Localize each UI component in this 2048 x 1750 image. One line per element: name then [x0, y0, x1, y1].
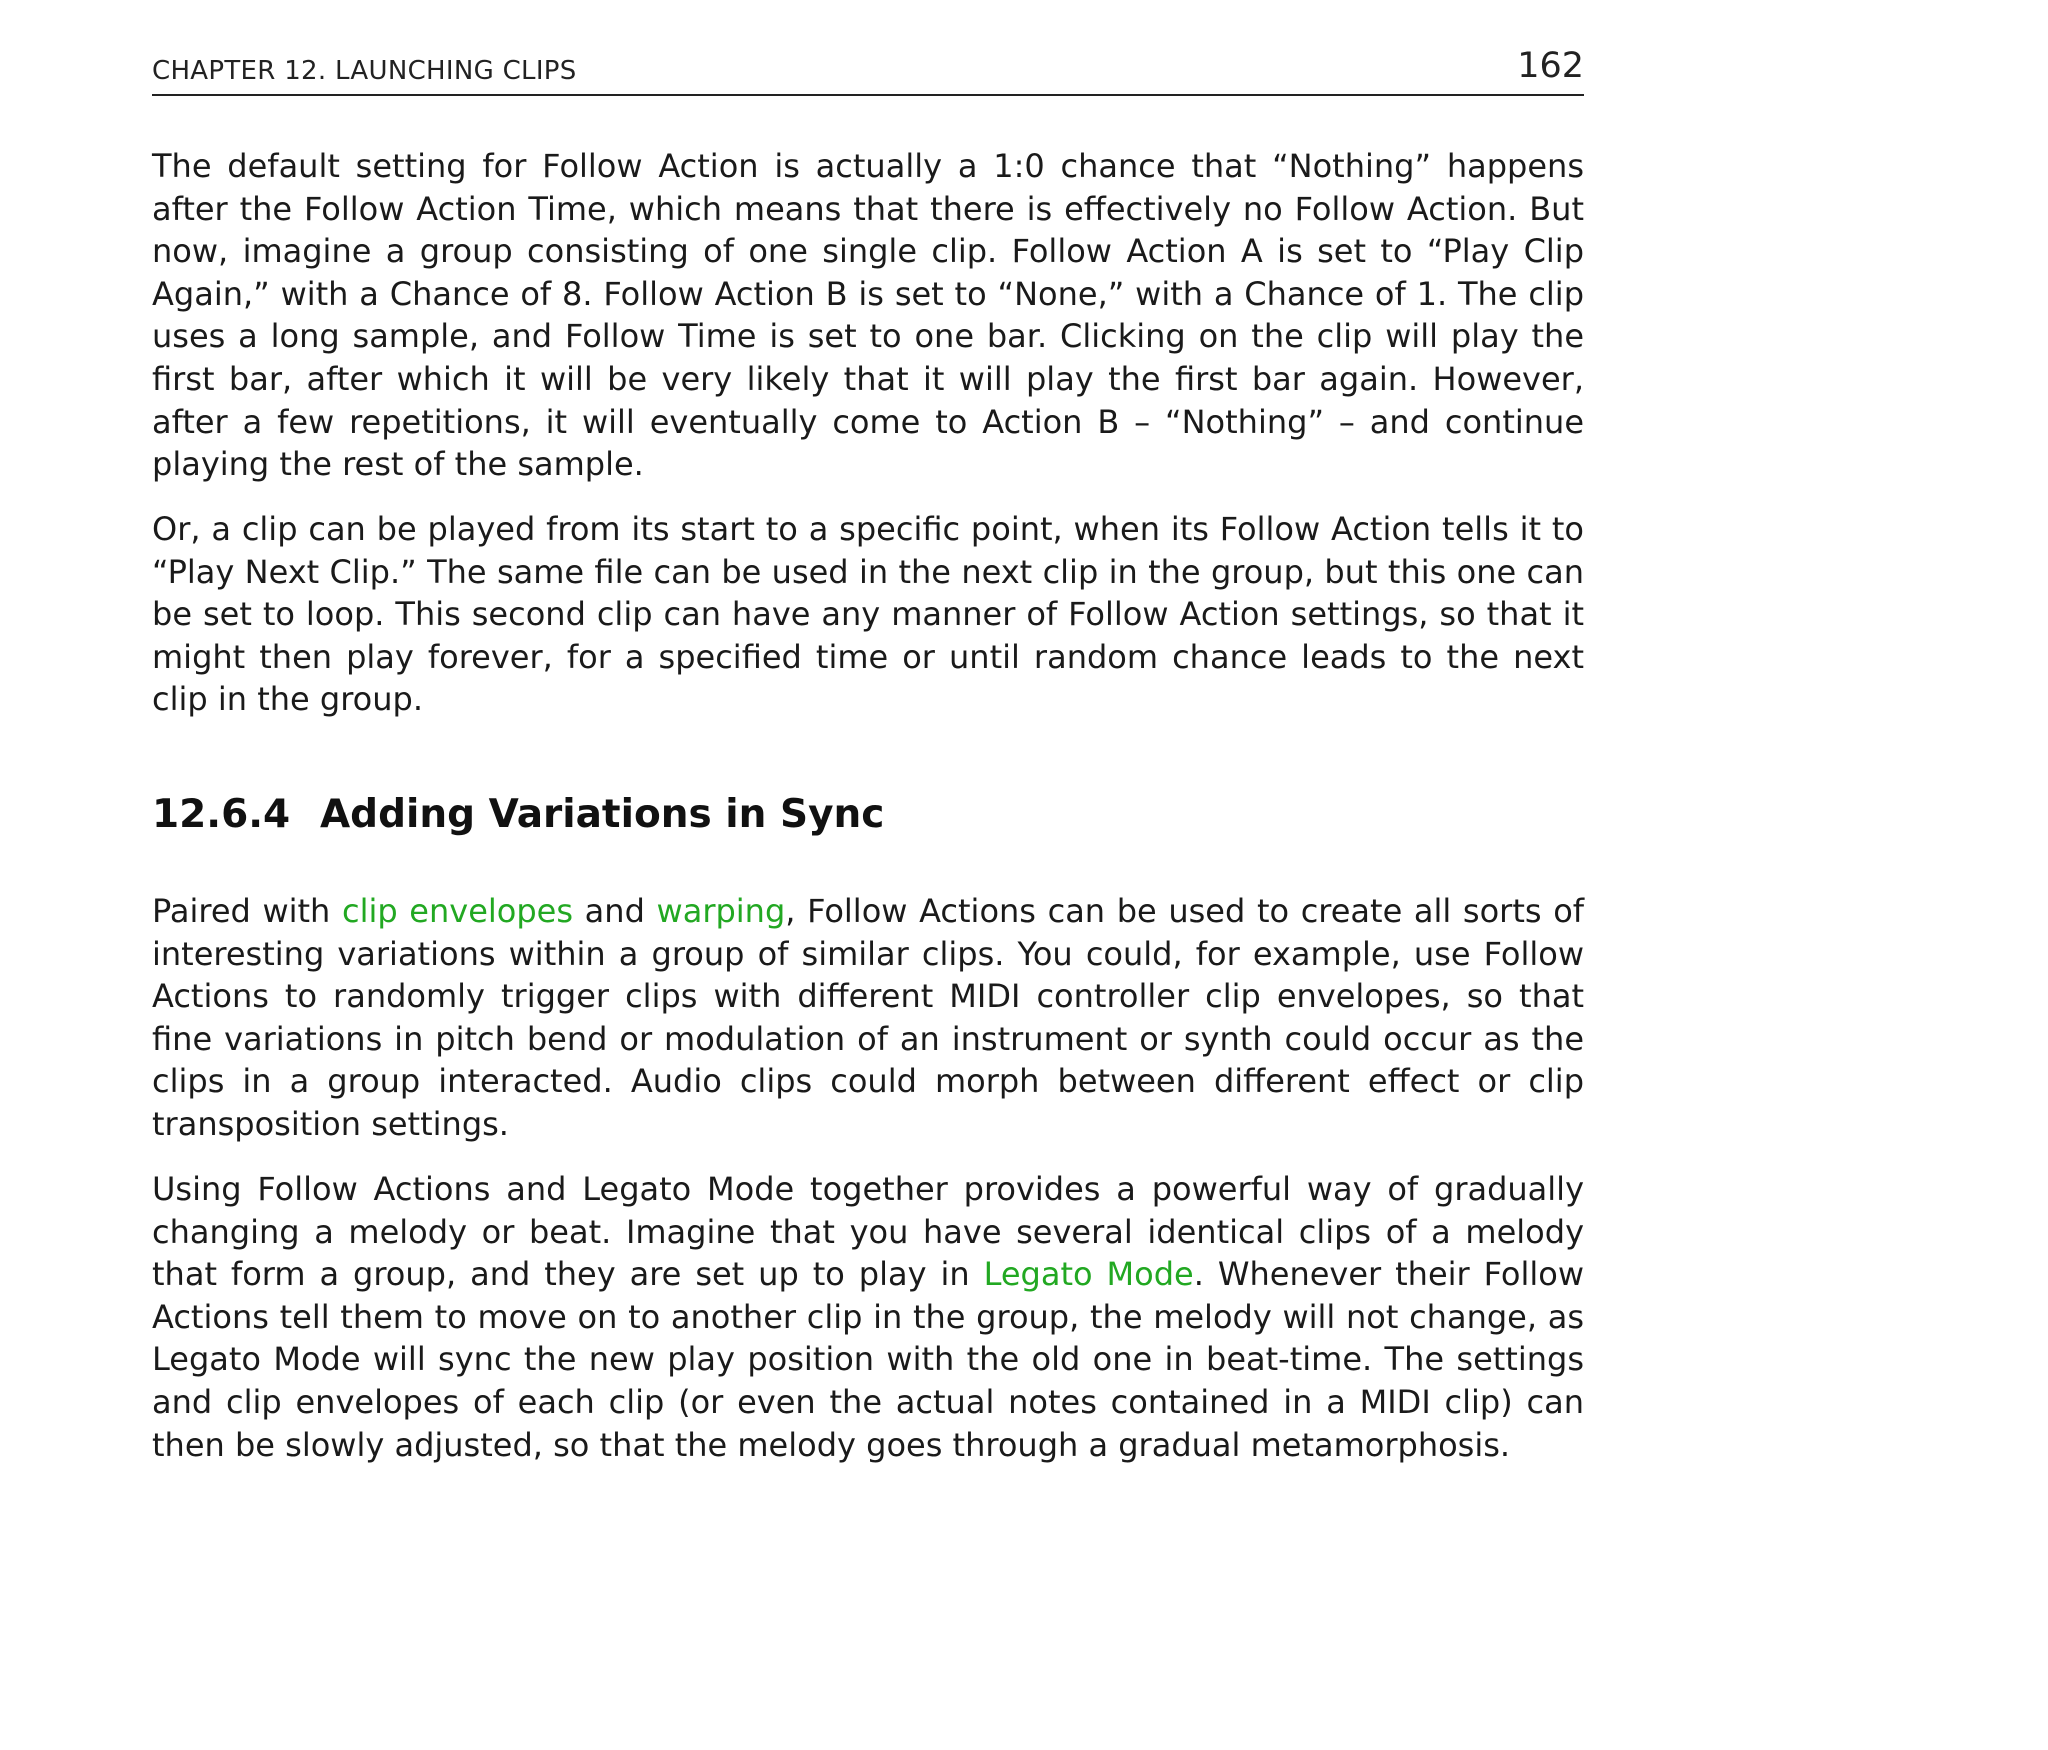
paragraph-legato-mode: [152, 1168, 1584, 1466]
chapter-title: CHAPTER 12. LAUNCHING CLIPS: [152, 56, 577, 86]
paragraph-text: , Follow Actions can be used to create all sorts of interesting variations within a group of similar clips. You could, for example, use Follow Actions to randomly trigger clips with different MIDI controller clip envelopes, so that fine variations in pitch bend or modulation of an instrument or synth could occur as the clips in a group interacted. Audio clips could morph between different effect or clip transposition settings.: [152, 892, 1585, 1143]
paragraph-text: Using Follow Actions and Legato Mode together provides a powerful way of gradually changing a melody or beat. Imagine that you have several identical clips of a melody that form a group, and they are set up to play in: [152, 1170, 1584, 1294]
paragraph-default-follow-action: The default setting for Follow Action is actually a 1:0 chance that “Nothing” happens after the Follow Action Time, which means that there is effectively no Follow Action. But now, imagine a group consisting of one single clip. Follow Action A is set to “Play Clip Again,” with a Chance of 8. Follow Action B is set to “None,” with a Chance of 1. The clip uses a long sample, and Follow Time is set to one bar. Clicking on the clip will play the first bar, after which it will be very likely that it will play the first bar again. However, after a few repetitions, it will eventually come to Action B – “Nothing” – and continue playing the rest of the sample.: [152, 147, 1584, 484]
section-title: Adding Variations in Sync: [320, 792, 885, 837]
page-number: 162: [1517, 46, 1584, 86]
section-number: 12.6.4: [152, 792, 291, 837]
link-clip-envelopes[interactable]: clip envelopes: [341, 892, 574, 930]
paragraph-text: Paired with: [152, 892, 342, 930]
paragraph-text: and: [573, 892, 657, 930]
paragraph-play-next-clip: Or, a clip can be played from its start to a specific point, when its Follow Action tells it to “Play Next Clip.” The same file can be used in the next clip in the group, but this one can be set to loop. This second clip can have any manner of Follow Action settings, so that it might then play forever, for a specified time or until random chance leads to the next clip in the group.: [152, 510, 1584, 719]
link-warping[interactable]: warping: [656, 892, 786, 930]
paragraph-text: . Whenever their Follow Actions tell them to move on to another clip in the group, the melody will not change, as Legato Mode will sync the new play position with the old one in beat-time. The settings and clip envelopes of each clip (or even the actual notes contained in a MIDI clip) can then be slowly adjusted, so that the melody goes through a gradual metamorphosis.: [152, 1255, 1585, 1464]
section-heading: [152, 792, 884, 837]
link-legato-mode[interactable]: Legato Mode: [983, 1255, 1194, 1294]
paragraph-variations: [152, 890, 1584, 1146]
running-header: [152, 44, 1584, 96]
